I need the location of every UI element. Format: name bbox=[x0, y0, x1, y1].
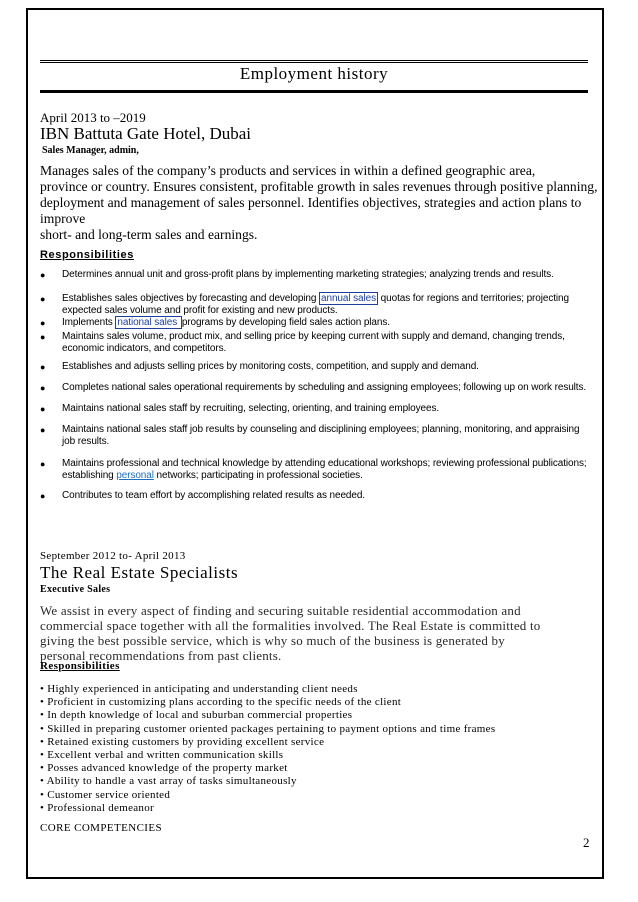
summary-line: improve bbox=[40, 211, 86, 226]
summary-line: We assist in every aspect of finding and securing suitable residential accommodation and bbox=[40, 603, 521, 618]
summary-line: personal recommendations from past clients. bbox=[40, 648, 282, 663]
bullet-icon: ● bbox=[40, 383, 46, 393]
job1-responsibilities-heading: Responsibilities bbox=[40, 249, 134, 261]
list-item: • Proficient in customizing plans according to the specific needs of the client bbox=[40, 696, 402, 709]
bullet-icon: ● bbox=[40, 425, 46, 435]
summary-line: commercial space together with all the formalities involved. The Real Estate is committed to bbox=[40, 618, 541, 633]
summary-line: Manages sales of the company’s products and services in within a defined geographic area, bbox=[40, 163, 536, 178]
bullet-icon: ● bbox=[40, 332, 46, 342]
section-title: Employment history bbox=[239, 64, 389, 83]
bullet-icon: ● bbox=[40, 294, 46, 304]
bullet-icon: ● bbox=[40, 318, 46, 328]
job1-company: IBN Battuta Gate Hotel, Dubai bbox=[40, 124, 252, 143]
annual-sales-link[interactable]: annual sales bbox=[321, 293, 376, 304]
list-item: • Customer service oriented bbox=[40, 788, 171, 801]
section-rule-bottom bbox=[40, 90, 588, 93]
list-item: • In depth knowledge of local and suburban commercial properties bbox=[40, 709, 353, 722]
page-number: 2 bbox=[583, 835, 590, 850]
bullet-icon: ● bbox=[40, 270, 46, 280]
job2-role: Executive Sales bbox=[40, 584, 111, 595]
summary-line: deployment and management of sales personnel. Identifies objectives, strategies and action plans to bbox=[40, 195, 582, 210]
core-competencies-heading: CORE COMPETENCIES bbox=[40, 822, 163, 834]
list-item: • Professional demeanor bbox=[40, 801, 154, 814]
list-item: • Excellent verbal and written communication skills bbox=[40, 749, 284, 762]
section-rule-top bbox=[40, 60, 588, 63]
job2-responsibilities-heading: Responsibilities bbox=[40, 660, 120, 672]
bullet-icon: ● bbox=[40, 362, 46, 372]
list-item: • Posses advanced knowledge of the property market bbox=[40, 762, 288, 775]
job2-company: The Real Estate Specialists bbox=[40, 563, 239, 582]
summary-line: province or country. Ensures consistent, profitable growth in sales revenues through positive planning, bbox=[40, 179, 598, 194]
job1-role: Sales Manager, admin, bbox=[42, 145, 139, 156]
job2-summary bbox=[40, 603, 600, 663]
bullet-icon: ● bbox=[40, 491, 46, 501]
summary-line: giving the best possible service, which is why so much of the business is generated by bbox=[40, 633, 505, 648]
list-item: • Ability to handle a vast array of tasks simultaneously bbox=[40, 775, 297, 788]
job2-dates: September 2012 to- April 2013 bbox=[40, 550, 186, 562]
job1-summary bbox=[40, 163, 600, 243]
bullet-icon: ● bbox=[40, 404, 46, 414]
national-sales-link[interactable]: national sales bbox=[117, 317, 180, 328]
job2-skills-list bbox=[40, 683, 600, 815]
bullet-icon: ● bbox=[40, 459, 46, 469]
personal-link[interactable]: personal bbox=[116, 470, 154, 481]
summary-line: short- and long-term sales and earnings. bbox=[40, 227, 258, 242]
list-item: • Skilled in preparing customer oriented packages pertaining to payment options and time frames bbox=[40, 722, 496, 735]
job1-dates: April 2013 to –2019 bbox=[40, 110, 146, 125]
list-item: • Retained existing customers by providing excellent service bbox=[40, 735, 325, 748]
list-item: • Highly experienced in anticipating and understanding client needs bbox=[40, 683, 358, 695]
